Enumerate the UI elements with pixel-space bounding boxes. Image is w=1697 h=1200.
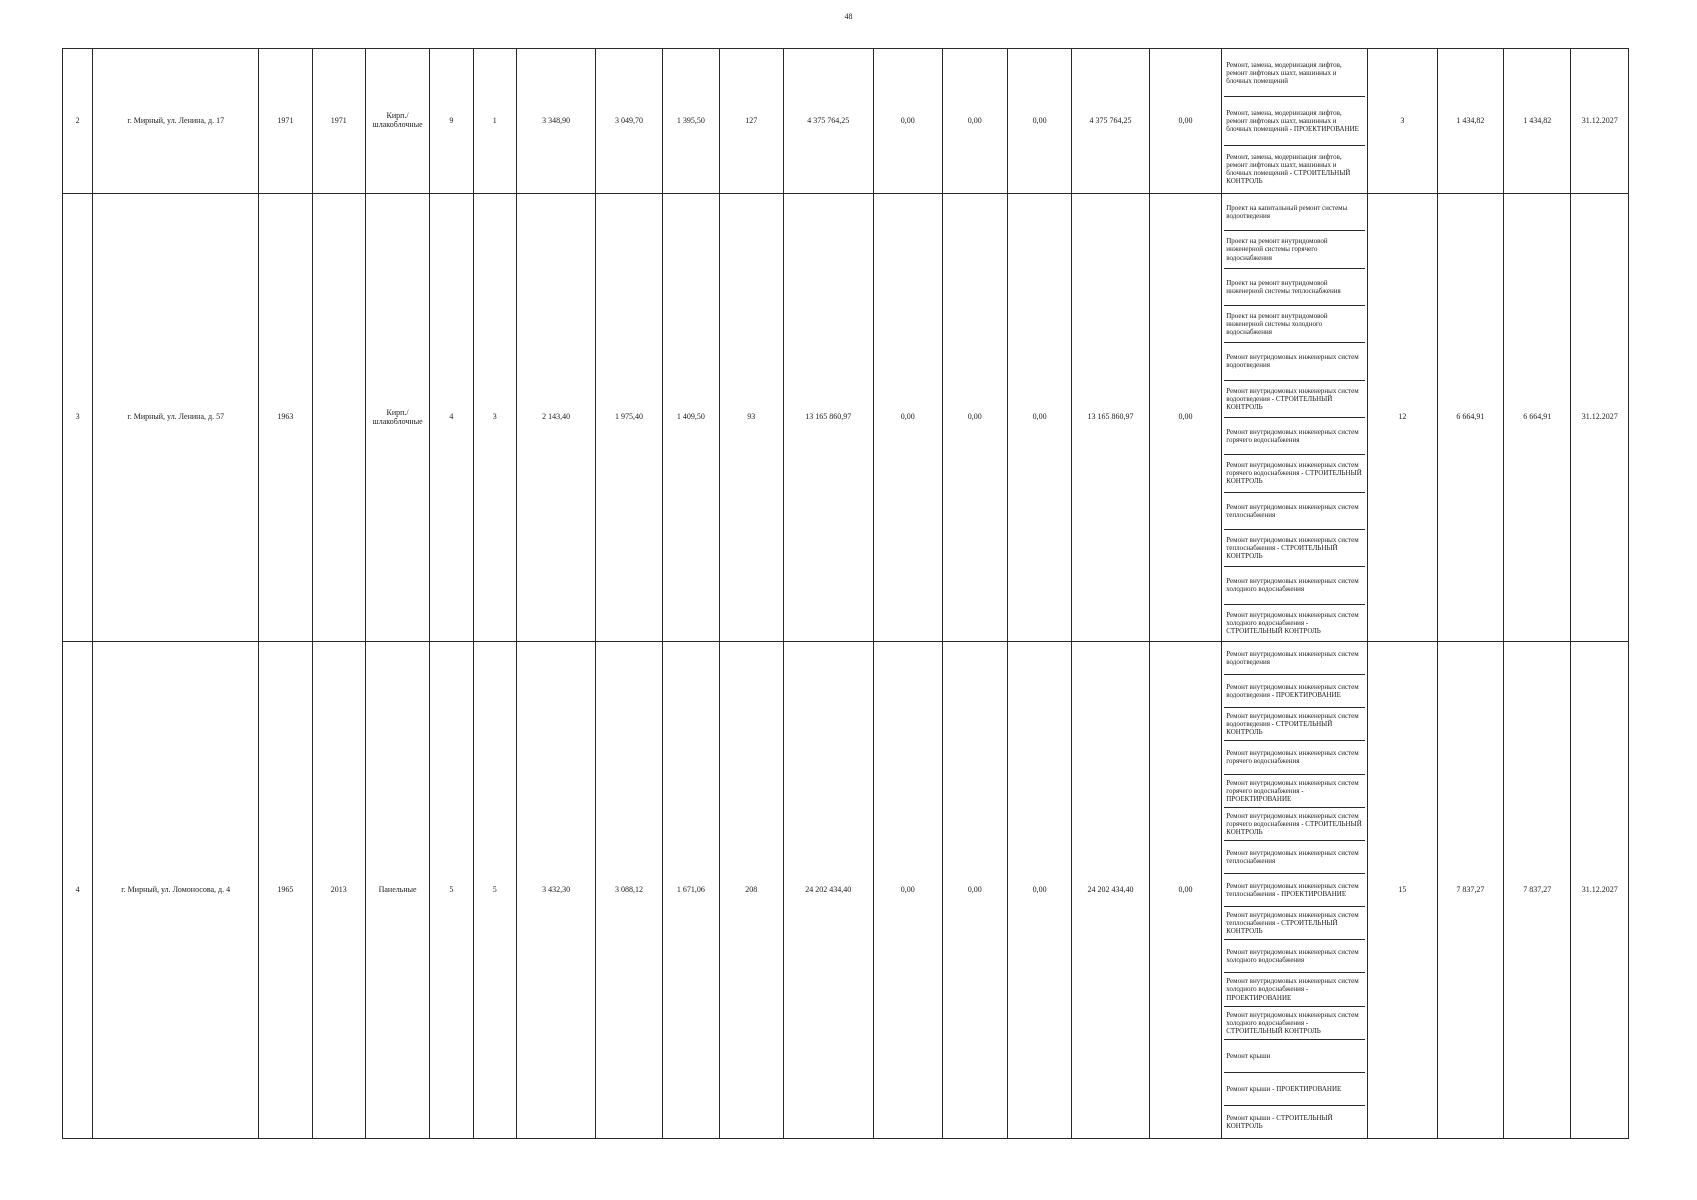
- wall-material-cell: Панельные: [365, 642, 429, 1139]
- works-count-cell: 15: [1368, 642, 1437, 1139]
- work-item: Ремонт внутридомовых инженерных систем холодного водоснабжения - СТРОИТЕЛЬНЫЙ КОНТРОЛЬ: [1226, 610, 1359, 635]
- year-renovation-cell: 2013: [312, 642, 365, 1139]
- work-item: Проект на ремонт внутридомовой инженерной системы горячего водоснабжения: [1224, 231, 1365, 268]
- work-item: Ремонт, замена, модернизация лифтов, ремонт лифтовых шахт, машинных и блочных помещений: [1224, 49, 1365, 97]
- residents-cell: 208: [720, 642, 783, 1139]
- year-renovation-cell: [312, 194, 365, 642]
- entrances-cell: 5: [473, 642, 516, 1139]
- cost-owners-cell: 24 202 434,40: [1072, 642, 1149, 1139]
- cost-other-cell: 0,00: [1149, 642, 1221, 1139]
- unit-cost-cell: 6 664,91: [1437, 194, 1503, 642]
- table-row: [63, 642, 1629, 1139]
- work-item: Ремонт внутридомовых инженерных систем теплоснабжения: [1224, 493, 1365, 530]
- works-list-cell: [1222, 194, 1368, 642]
- area-residential-cell: 3 049,70: [596, 49, 662, 194]
- unit-cost-cell: 1 434,82: [1437, 49, 1503, 194]
- work-item: Ремонт, замена, модернизация лифтов, ремонт лифтовых шахт, машинных и блочных помещений - СТРОИТЕЛЬНЫЙ КОНТРОЛЬ: [1226, 153, 1351, 186]
- works-list-cell: [1222, 642, 1368, 1139]
- work-item: Проект на ремонт внутридомовой инженерной системы теплоснабжения: [1224, 269, 1365, 306]
- table-row: [63, 49, 1629, 194]
- cost-total-cell: 13 165 860,97: [783, 194, 874, 642]
- address-cell: г. Мирный, ул. Ленина, д. 57: [93, 194, 259, 642]
- work-item: Ремонт внутридомовых инженерных систем теплоснабжения: [1224, 841, 1365, 874]
- wall-material-cell: Кирп./ шлакоблочные: [365, 49, 429, 194]
- work-item: Ремонт внутридомовых инженерных систем горячего водоснабжения: [1224, 418, 1365, 455]
- deadline-cell: 31.12.2027: [1571, 642, 1629, 1139]
- cost-other-cell: 0,00: [1149, 49, 1221, 194]
- work-item: Проект на ремонт внутридомовой инженерной системы холодного водоснабжения: [1224, 306, 1365, 343]
- cost-regional-cell: 0,00: [942, 194, 1007, 642]
- address-cell: г. Мирный, ул. Ленина, д. 17: [93, 49, 259, 194]
- residents-cell: 127: [720, 49, 783, 194]
- area-residential-cell: 1 975,40: [596, 194, 662, 642]
- floors-cell: 5: [430, 642, 473, 1139]
- area-total-cell: 3 432,30: [516, 642, 596, 1139]
- cost-local-cell: 0,00: [1007, 194, 1071, 642]
- works-list-cell: [1222, 49, 1368, 194]
- work-item: Ремонт внутридомовых инженерных систем водоотведения: [1224, 343, 1365, 380]
- entrances-cell: 1: [473, 49, 516, 194]
- year-built-cell: 1965: [259, 642, 312, 1139]
- row-number: 2: [63, 49, 93, 194]
- entrances-cell: 3: [473, 194, 516, 642]
- work-item: Ремонт внутридомовых инженерных систем водоотведения - ПРОЕКТИРОВАНИЕ: [1224, 675, 1365, 708]
- deadline-cell: 31.12.2027: [1571, 194, 1629, 642]
- deadline-cell: 31.12.2027: [1571, 49, 1629, 194]
- cost-total-cell: 4 375 764,25: [783, 49, 874, 194]
- work-item: Ремонт внутридомовых инженерных систем холодного водоснабжения: [1224, 940, 1365, 973]
- table-row: [63, 194, 1629, 642]
- year-renovation-cell: 1971: [312, 49, 365, 194]
- residents-cell: 93: [720, 194, 783, 642]
- unit-cost-limit-cell: 7 837,27: [1504, 642, 1571, 1139]
- work-item: Ремонт внутридомовых инженерных систем холодного водоснабжения - ПРОЕКТИРОВАНИЕ: [1224, 973, 1365, 1006]
- work-item: Ремонт внутридомовых инженерных систем холодного водоснабжения - СТРОИТЕЛЬНЫЙ КОНТРОЛЬ: [1224, 1007, 1365, 1040]
- work-item: Ремонт внутридомовых инженерных систем горячего водоснабжения - ПРОЕКТИРОВАНИЕ: [1224, 775, 1365, 808]
- year-built-cell: 1963: [259, 194, 312, 642]
- work-item: Ремонт внутридомовых инженерных систем теплоснабжения - СТРОИТЕЛЬНЫЙ КОНТРОЛЬ: [1224, 530, 1365, 567]
- works-count-cell: 12: [1368, 194, 1437, 642]
- cost-owners-cell: 4 375 764,25: [1072, 49, 1149, 194]
- area-common-cell: 1 409,50: [662, 194, 719, 642]
- area-residential-cell: 3 088,12: [596, 642, 662, 1139]
- cost-local-cell: 0,00: [1007, 49, 1071, 194]
- cost-total-cell: 24 202 434,40: [783, 642, 874, 1139]
- page-number: 48: [844, 12, 853, 21]
- row-number: 3: [63, 194, 93, 642]
- capital-repair-table: [62, 48, 1629, 1139]
- works-list: [1224, 194, 1365, 641]
- address-cell: г. Мирный, ул. Ломоносова, д. 4: [93, 642, 259, 1139]
- unit-cost-limit-cell: 6 664,91: [1504, 194, 1571, 642]
- cost-owners-cell: 13 165 860,97: [1072, 194, 1149, 642]
- cost-fund-cell: 0,00: [874, 49, 942, 194]
- works-list: [1224, 642, 1365, 1138]
- cost-regional-cell: 0,00: [942, 49, 1007, 194]
- year-built-cell: 1971: [259, 49, 312, 194]
- works-count-cell: 3: [1368, 49, 1437, 194]
- floors-cell: 9: [430, 49, 473, 194]
- work-item: Ремонт крыши - ПРОЕКТИРОВАНИЕ: [1224, 1073, 1365, 1106]
- area-total-cell: 2 143,40: [516, 194, 596, 642]
- floors-cell: 4: [430, 194, 473, 642]
- area-common-cell: 1 395,50: [662, 49, 719, 194]
- row-number: 4: [63, 642, 93, 1139]
- unit-cost-limit-cell: 1 434,82: [1504, 49, 1571, 194]
- work-item: Ремонт внутридомовых инженерных систем водоотведения - СТРОИТЕЛЬНЫЙ КОНТРОЛЬ: [1224, 708, 1365, 741]
- work-item: Ремонт внутридомовых инженерных систем теплоснабжения - ПРОЕКТИРОВАНИЕ: [1224, 874, 1365, 907]
- area-common-cell: 1 671,06: [662, 642, 719, 1139]
- work-item: Ремонт внутридомовых инженерных систем горячего водоснабжения - СТРОИТЕЛЬНЫЙ КОНТРОЛЬ: [1224, 455, 1365, 492]
- work-item: Ремонт крыши: [1224, 1040, 1365, 1073]
- work-item: Ремонт внутридомовых инженерных систем горячего водоснабжения - СТРОИТЕЛЬНЫЙ КОНТРОЛЬ: [1224, 808, 1365, 841]
- cost-regional-cell: 0,00: [942, 642, 1007, 1139]
- work-item: Ремонт внутридомовых инженерных систем холодного водоснабжения: [1224, 567, 1365, 604]
- wall-material-cell: Кирп./ шлакоблочные: [365, 194, 429, 642]
- work-item: Ремонт крыши - СТРОИТЕЛЬНЫЙ КОНТРОЛЬ: [1226, 1113, 1333, 1131]
- work-item: Ремонт, замена, модернизация лифтов, ремонт лифтовых шахт, машинных и блочных помещений - ПРОЕКТИРОВАНИЕ: [1224, 97, 1365, 145]
- work-item: Ремонт внутридомовых инженерных систем теплоснабжения - СТРОИТЕЛЬНЫЙ КОНТРОЛЬ: [1224, 907, 1365, 940]
- works-list: [1224, 49, 1365, 193]
- area-total-cell: 3 348,90: [516, 49, 596, 194]
- unit-cost-cell: 7 837,27: [1437, 642, 1503, 1139]
- cost-fund-cell: 0,00: [874, 194, 942, 642]
- work-item: Ремонт внутридомовых инженерных систем водоотведения: [1224, 642, 1365, 675]
- work-item: Ремонт внутридомовых инженерных систем водоотведения - СТРОИТЕЛЬНЫЙ КОНТРОЛЬ: [1224, 381, 1365, 418]
- cost-local-cell: 0,00: [1007, 642, 1071, 1139]
- work-item: Проект на капитальный ремонт системы водоотведения: [1224, 194, 1365, 231]
- cost-fund-cell: 0,00: [874, 642, 942, 1139]
- cost-other-cell: 0,00: [1149, 194, 1221, 642]
- work-item: Ремонт внутридомовых инженерных систем горячего водоснабжения: [1224, 741, 1365, 774]
